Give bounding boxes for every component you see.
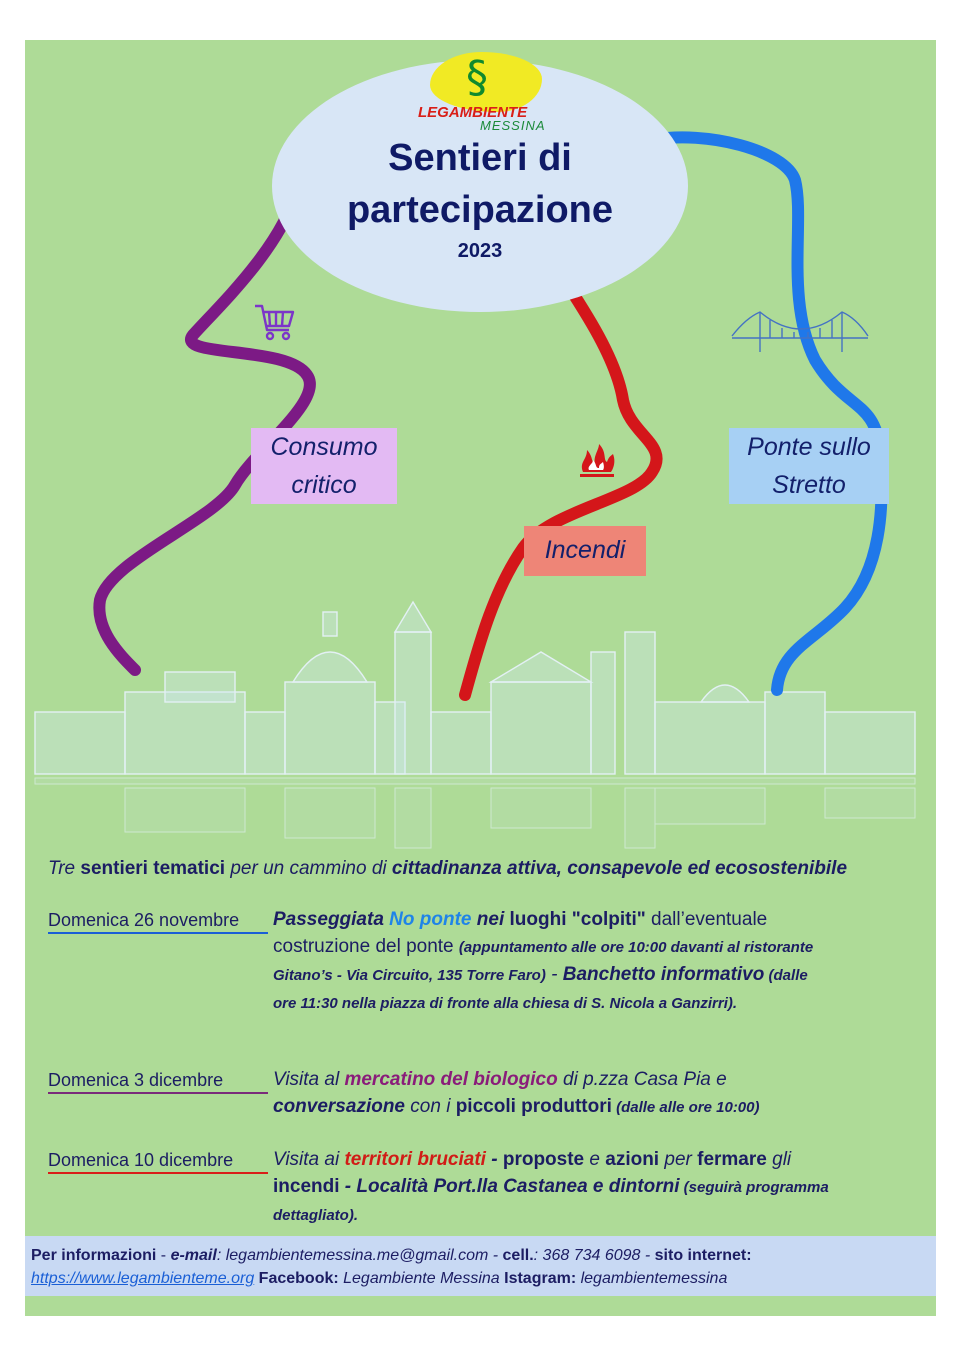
- suspension-bridge-icon: [730, 308, 870, 354]
- contact-info: Per informazioni - e-mail: legambientemessina.me@gmail.com - cell.: 368 734 6098 - sito internet: https://www.legambienteme.org Facebook: Legambiente Messina Istagram: legambientemessina: [31, 1247, 752, 1287]
- poster-year: 2023: [457, 240, 503, 262]
- phone-label: cell.: [502, 1247, 534, 1264]
- instagram-value: legambientemessina: [576, 1270, 728, 1287]
- email-label: e-mail: [170, 1247, 217, 1264]
- event-date-1: Domenica 26 novembre: [48, 910, 268, 934]
- event-description-2: Visita al mercatino del biologico di p.zza Casa Pia e conversazione con i piccoli produttori (dalle alle ore 10:00): [273, 1069, 760, 1117]
- theme-ponte-sullo-stretto: Ponte sullo Stretto: [729, 428, 889, 504]
- poster: [25, 40, 936, 1316]
- swan-icon: §: [466, 52, 488, 103]
- email-value: : legambientemessina.me@gmail.com -: [216, 1247, 503, 1264]
- intro-highlight: cittadinanza attiva, consapevole ed ecosostenibile: [391, 858, 848, 879]
- website-label: sito internet:: [654, 1247, 752, 1264]
- intro-text: per un cammino di: [225, 858, 392, 879]
- website-link[interactable]: https://www.legambienteme.org: [31, 1270, 255, 1287]
- logo-name: LEGAMBIENTE: [418, 104, 528, 121]
- theme-consumo-critico: Consumo critico: [251, 428, 397, 504]
- red-path: [465, 250, 657, 695]
- event-description-1: Passeggiata No ponte nei luoghi "colpiti" dall’eventuale costruzione del ponte (appuntamento alle ore 10:00 davanti al ristorante Gitano’s - Via Circuito, 135 Torre Faro) - Banchetto informativo (dalle ore 11:30 nella piazza di fronte alla chiesa di S. Nicola a Ganzirri).: [273, 909, 814, 1012]
- intro-text: Tre: [48, 858, 81, 879]
- intro-tematici: tematici: [153, 858, 226, 879]
- theme-incendi: Incendi: [524, 526, 646, 576]
- event-description-3: Visita ai territori bruciati - proposte e azioni per fermare gli incendi - Località Port.lla Castanea e dintorni (seguirà programma dettagliato).: [273, 1149, 829, 1224]
- fire-icon: [577, 442, 617, 480]
- event-date-3: Domenica 10 dicembre: [48, 1150, 268, 1174]
- info-label: Per informazioni: [31, 1247, 157, 1264]
- title-line-2: partecipazione: [346, 189, 614, 231]
- title-line-1: Sentieri di: [388, 137, 572, 179]
- facebook-value: Legambiente Messina: [338, 1270, 505, 1287]
- shopping-cart-icon: [253, 300, 295, 344]
- legambiente-logo: [410, 50, 580, 132]
- facebook-label: Facebook:: [258, 1270, 339, 1287]
- logo-city: MESSINA: [480, 118, 546, 133]
- poster-title: [272, 132, 688, 236]
- intro-sentence: [48, 858, 918, 880]
- phone-value: : 368 734 6098 -: [533, 1247, 655, 1264]
- contact-footer: [25, 1236, 936, 1296]
- intro-sentieri: sentieri: [80, 858, 148, 879]
- instagram-label: Istagram:: [504, 1270, 577, 1287]
- event-date-2: Domenica 3 dicembre: [48, 1070, 268, 1094]
